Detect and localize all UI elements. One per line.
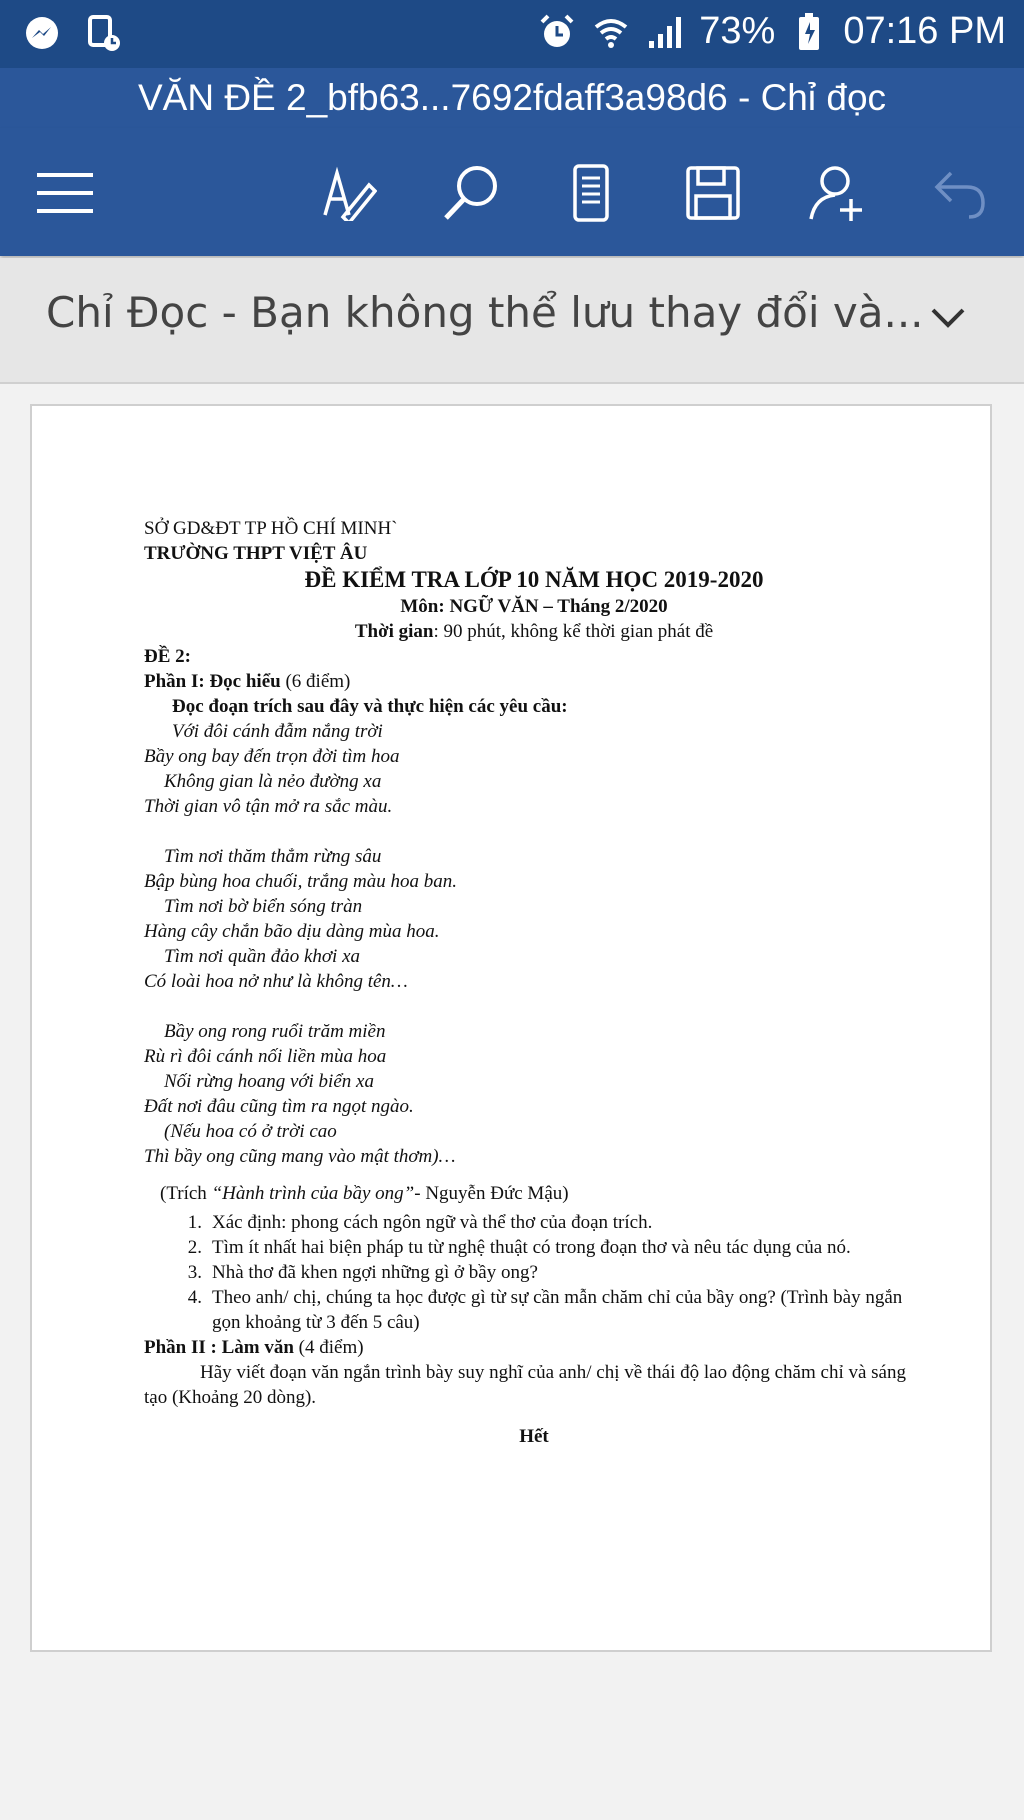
edit-pen-icon: [321, 165, 377, 221]
document-content: [144, 516, 924, 1449]
subject-line: [144, 594, 924, 619]
undo-icon: [931, 165, 987, 221]
messenger-icon: [22, 14, 62, 54]
subject-value: NGỮ VĂN – Tháng 2/2020: [444, 596, 668, 617]
expand-banner-button[interactable]: [918, 288, 978, 348]
document-page[interactable]: [30, 404, 992, 1652]
poem-line: Đất nơi đâu cũng tìm ra ngọt ngào.: [144, 1096, 414, 1117]
save-icon: [685, 165, 741, 221]
search-icon: [440, 162, 502, 224]
question-list: [144, 1210, 924, 1335]
poem-line: Tìm nơi thăm thẳm rừng sâu: [164, 846, 382, 867]
question-item: 2. Tìm ít nhất hai biện pháp tu từ nghệ thuật có trong đoạn thơ và nêu tác dụng của nó.: [187, 1237, 851, 1258]
edit-button[interactable]: [314, 158, 384, 228]
part2-points: (4 điểm): [293, 1337, 364, 1358]
poem-line: Nối rừng hoang với biển xa: [164, 1071, 374, 1092]
battery-icon: [789, 12, 829, 52]
menu-icon: [35, 171, 95, 215]
toolbar: [0, 128, 1024, 256]
clock: 07:16 PM: [843, 10, 1006, 52]
undo-button[interactable]: [924, 158, 994, 228]
poem-line: Rù rì đôi cánh nối liền mùa hoa: [144, 1046, 387, 1067]
poem-line: Bập bùng hoa chuối, trắng màu hoa ban.: [144, 871, 457, 892]
share-button[interactable]: [802, 158, 872, 228]
poem-line: Thời gian vô tận mở ra sắc màu.: [144, 796, 393, 817]
school-name: TRƯỜNG THPT VIỆT ÂU: [144, 543, 368, 564]
poem-line: Hàng cây chắn bão dịu dàng mùa hoa.: [144, 921, 440, 942]
mobile-view-icon: [571, 164, 611, 222]
save-button[interactable]: [678, 158, 748, 228]
battery-percent: 73%: [699, 10, 776, 52]
question-item: 1. Xác định: phong cách ngôn ngữ và thể thơ của đoạn trích.: [187, 1212, 653, 1233]
poem-line: (Nếu hoa có ở trời cao: [164, 1121, 337, 1142]
status-bar: [0, 0, 1024, 68]
wifi-icon: [591, 12, 631, 52]
end-marker: Hết: [519, 1426, 549, 1447]
document-sync-icon: [84, 14, 124, 54]
exam-title: ĐỀ KIỂM TRA LỚP 10 NĂM HỌC 2019-2020: [304, 567, 764, 592]
poem-line: Thì bầy ong cũng mang vào mật thơm)…: [144, 1146, 456, 1167]
part1-label: Phần I: Đọc hiểu: [144, 671, 281, 692]
part1-heading: [144, 669, 924, 694]
poem-line: Với đôi cánh đẫm nắng trời: [172, 721, 383, 742]
org-name: SỞ GD&ĐT TP HỒ CHÍ MINH`: [144, 518, 398, 539]
part1-points: (6 điểm): [280, 671, 351, 692]
document-title: VĂN ĐỀ 2_bfb63...7692fdaff3a98d6 - Chỉ đọc: [0, 68, 1024, 128]
search-button[interactable]: [436, 158, 506, 228]
part2-task: Hãy viết đoạn văn ngắn trình bày suy nghĩ của anh/ chị về thái độ lao động chăm chỉ và sáng tạo (Khoảng 20 dòng).: [144, 1362, 906, 1408]
time-label: Thời gian: [354, 621, 434, 642]
mobile-view-button[interactable]: [556, 158, 626, 228]
poem-line: Bầy ong bay đến trọn đời tìm hoa: [144, 746, 400, 767]
instruction: Đọc đoạn trích sau đây và thực hiện các yêu cầu:: [172, 696, 568, 717]
poem-line: Tìm nơi bờ biển sóng tràn: [164, 896, 363, 917]
de-number: ĐỀ 2:: [144, 646, 191, 667]
share-person-icon: [807, 163, 867, 223]
alarm-icon: [537, 12, 577, 52]
signal-icon: [645, 12, 685, 52]
subject-label: Môn:: [400, 596, 445, 617]
time-value: : 90 phút, không kể thời gian phát đề: [433, 621, 714, 642]
poem-line: Không gian là nẻo đường xa: [164, 771, 382, 792]
part2-heading: [144, 1335, 924, 1360]
poem-line: Bầy ong rong ruổi trăm miền: [164, 1021, 386, 1042]
read-only-banner[interactable]: [0, 258, 1024, 384]
question-item: 4. Theo anh/ chị, chúng ta học được gì từ sự cần mẫn chăm chỉ của bầy ong? (Trình bày ngắn gọn khoảng từ 3 đến 5 câu): [187, 1287, 903, 1333]
poem-line: Có loài hoa nở như là không tên…: [144, 971, 408, 992]
source-citation: (Trích “Hành trình của bầy ong”- Nguyễn Đức Mậu): [160, 1183, 569, 1204]
time-line: [144, 619, 924, 644]
read-only-message: Chỉ Đọc - Bạn không thể lưu thay đổi và...: [46, 288, 924, 337]
menu-button[interactable]: [30, 158, 100, 228]
poem-line: Tìm nơi quần đảo khơi xa: [164, 946, 361, 967]
part2-label: Phần II : Làm văn: [144, 1337, 294, 1358]
question-item: 3. Nhà thơ đã khen ngợi những gì ở bầy ong?: [187, 1262, 538, 1283]
chevron-down-icon: [930, 306, 966, 330]
